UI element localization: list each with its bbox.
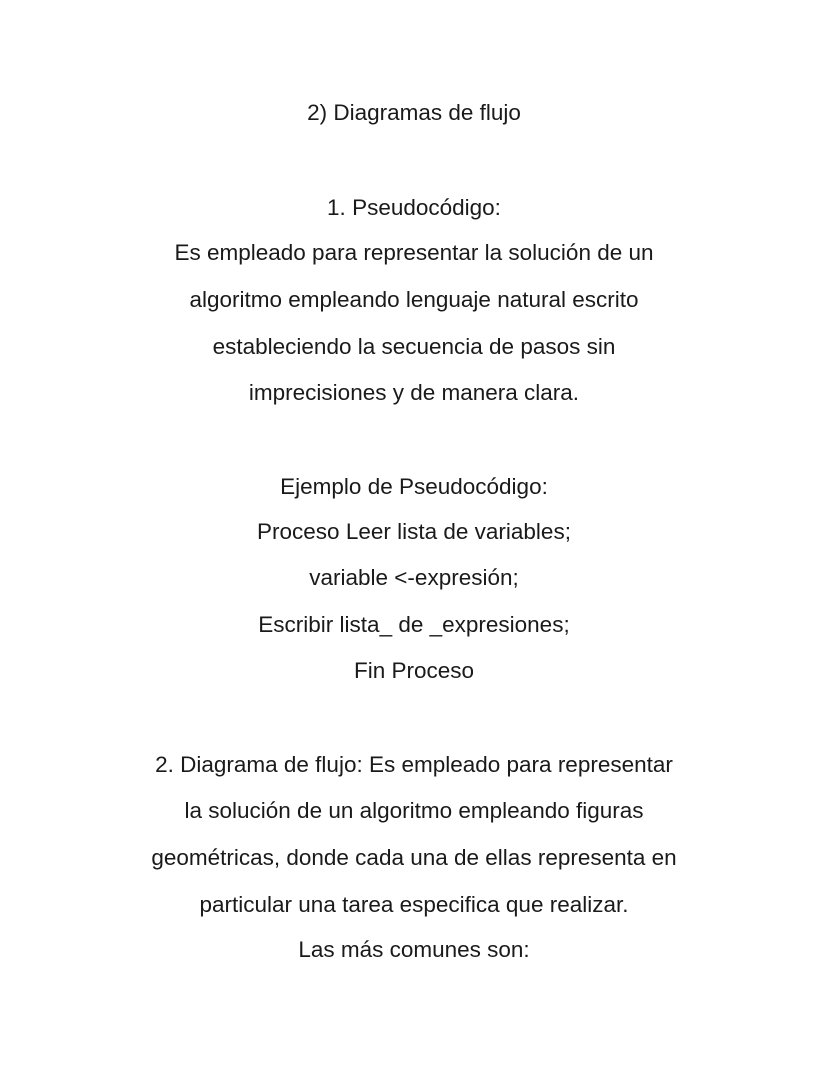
example-code-line: Fin Proceso [353, 658, 475, 683]
example-heading: Ejemplo de Pseudocódigo: [280, 474, 548, 499]
section-1-paragraph-line: algoritmo empleando lenguaje natural escrito [189, 287, 639, 312]
section-1-heading: 1. Pseudocódigo: [327, 195, 501, 220]
section-2-paragraph-line: particular una tarea especifica que realizar. [199, 892, 629, 917]
section-2-paragraph-line: 2. Diagrama de flujo: Es empleado para representar [155, 752, 673, 777]
section-2-closing: Las más comunes son: [298, 937, 530, 962]
example-code-line: Proceso Leer lista de variables; [257, 519, 571, 544]
section-1-paragraph-line: estableciendo la secuencia de pasos sin [212, 334, 616, 359]
section-1-paragraph-line: Es empleado para representar la solución de un [174, 240, 654, 265]
example-code-line: Escribir lista_ de _expresiones; [258, 612, 570, 637]
section-1-paragraph-line: imprecisiones y de manera clara. [248, 380, 580, 405]
section-2-paragraph-line: la solución de un algoritmo empleando figuras [184, 798, 644, 823]
example-code-line: variable <-expresión; [309, 565, 519, 590]
section-2-paragraph-line: geométricas, donde cada una de ellas representa en [151, 845, 677, 870]
document-title: 2) Diagramas de flujo [307, 100, 521, 125]
